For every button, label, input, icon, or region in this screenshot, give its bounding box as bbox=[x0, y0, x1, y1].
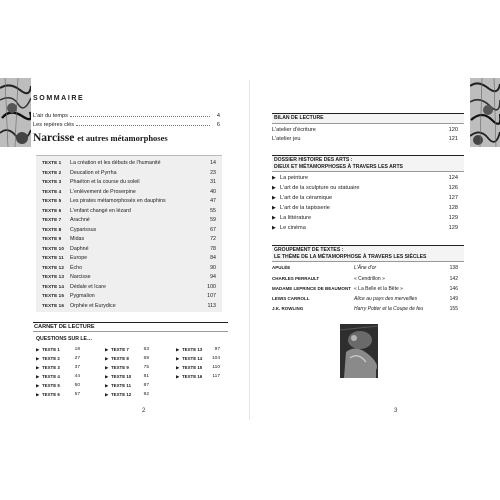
section-subtitle: et autres métamorphoses bbox=[77, 133, 168, 143]
text-row-10[interactable] bbox=[42, 245, 216, 253]
triangle-right-icon: ▶ bbox=[176, 347, 180, 352]
summary-title: SOMMAIRE bbox=[33, 95, 85, 102]
entry-page: 146 bbox=[449, 286, 458, 292]
triangle-right-icon: ▶ bbox=[105, 392, 109, 397]
section-title-main: Narcisse bbox=[33, 132, 75, 144]
question-text-number: TEXTE 10 bbox=[111, 374, 132, 379]
text-page: 23 bbox=[210, 169, 216, 176]
entry-title: L'atelier jeu bbox=[272, 136, 301, 142]
question-page: 104 bbox=[211, 356, 220, 361]
dossier-header-line-1: DOSSIER HISTOIRE DES ARTS : bbox=[274, 157, 353, 163]
text-title: Narcisse bbox=[70, 274, 91, 280]
groupement-entry-rowling[interactable] bbox=[272, 305, 458, 313]
text-title: L'enlèvement de Proserpine bbox=[70, 188, 136, 195]
text-row-14[interactable] bbox=[42, 283, 216, 291]
entry-work: Harry Potter et la Coupe de feu bbox=[354, 306, 424, 312]
triangle-right-icon: ▶ bbox=[272, 185, 276, 191]
groupement-header-line-1: GROUPEMENT DE TEXTES : bbox=[274, 247, 344, 253]
engraving-illustration-left bbox=[0, 78, 31, 147]
text-number: TEXTE 6 bbox=[42, 207, 62, 213]
triangle-right-icon: ▶ bbox=[272, 215, 276, 221]
question-link-texte-11[interactable] bbox=[105, 382, 149, 390]
entry-page: 126 bbox=[448, 185, 458, 191]
entry-title: La littérature bbox=[280, 215, 312, 221]
triangle-right-icon: ▶ bbox=[272, 195, 276, 201]
question-link-texte-5[interactable] bbox=[36, 382, 80, 390]
page-number: 2 bbox=[142, 408, 146, 414]
entry-title: L'art de la céramique bbox=[280, 195, 333, 201]
text-row-8[interactable] bbox=[42, 226, 216, 234]
text-page: 14 bbox=[210, 160, 216, 166]
text-page: 84 bbox=[210, 255, 216, 261]
triangle-right-icon: ▶ bbox=[176, 356, 180, 361]
question-link-texte-12[interactable] bbox=[105, 391, 149, 399]
dossier-entry-litterature[interactable] bbox=[272, 214, 458, 222]
text-number: TEXTE 9 bbox=[42, 236, 62, 241]
entry-page: 129 bbox=[448, 225, 458, 231]
text-title: Phaéton et la course du soleil bbox=[70, 179, 140, 185]
text-title: Orphée et Eurydice bbox=[70, 302, 116, 309]
text-number: TEXTE 2 bbox=[42, 169, 62, 175]
text-row-12[interactable] bbox=[42, 264, 216, 272]
triangle-right-icon: ▶ bbox=[272, 205, 276, 211]
entry-page: 127 bbox=[448, 195, 458, 201]
question-text-number: TEXTE 11 bbox=[111, 383, 132, 388]
toc-entry-page: 6 bbox=[216, 122, 220, 128]
groupement-entry-carroll[interactable] bbox=[272, 295, 458, 303]
text-number: TEXTE 16 bbox=[42, 302, 64, 308]
question-text-number: TEXTE 6 bbox=[42, 392, 60, 397]
text-row-11[interactable] bbox=[42, 254, 216, 262]
question-text-number: TEXTE 2 bbox=[42, 356, 60, 361]
dossier-histoire-des-arts-header bbox=[272, 155, 464, 172]
text-page: 107 bbox=[207, 293, 216, 299]
question-text-number: TEXTE 15 bbox=[182, 365, 203, 370]
toc-entry-page: 4 bbox=[216, 113, 220, 119]
question-text-number: TEXTE 4 bbox=[42, 374, 60, 379]
question-link-texte-13[interactable] bbox=[176, 346, 220, 354]
entry-title: La peinture bbox=[280, 175, 308, 181]
question-text-number: TEXTE 1 bbox=[42, 347, 60, 352]
entry-title: L'art de la sculpture ou statuaire bbox=[280, 185, 360, 191]
dossier-entry-tapisserie[interactable] bbox=[272, 204, 458, 212]
groupement-entry-perrault[interactable] bbox=[272, 275, 458, 283]
text-page: 47 bbox=[210, 198, 216, 204]
text-page: 40 bbox=[210, 188, 216, 195]
text-title: Pygmalion bbox=[70, 293, 95, 299]
toc-entry-label: Les repères clés bbox=[33, 122, 75, 128]
question-page: 57 bbox=[74, 392, 80, 397]
text-number: TEXTE 15 bbox=[42, 293, 64, 298]
right-page bbox=[250, 0, 500, 500]
page-number: 3 bbox=[394, 408, 398, 414]
section-title bbox=[33, 132, 168, 144]
text-number: TEXTE 4 bbox=[42, 188, 62, 194]
entry-work: Alice au pays des merveilles bbox=[354, 296, 418, 302]
text-title: L'enfant changé en lézard bbox=[70, 207, 131, 214]
text-page: 100 bbox=[207, 283, 216, 290]
text-page: 31 bbox=[210, 179, 216, 185]
question-text-number: TEXTE 13 bbox=[182, 347, 203, 352]
text-number: TEXTE 3 bbox=[42, 179, 62, 184]
entry-page: 129 bbox=[448, 215, 458, 221]
question-link-texte-3[interactable] bbox=[36, 364, 80, 372]
question-page: 50 bbox=[74, 383, 80, 388]
groupement-header-line-2: LE THÈME DE LA MÉTAMORPHOSE À TRAVERS LES SIÈCLES bbox=[274, 253, 427, 260]
text-number: TEXTE 8 bbox=[42, 226, 62, 232]
entry-page: 149 bbox=[449, 296, 458, 302]
question-link-texte-4[interactable] bbox=[36, 373, 80, 381]
entry-work: L'Âne d'or bbox=[354, 265, 377, 271]
text-title: Midas bbox=[70, 236, 85, 242]
question-link-texte-15[interactable] bbox=[176, 364, 220, 372]
bilan-de-lecture-header: BILAN DE LECTURE bbox=[272, 113, 464, 124]
dossier-header-line-2: DIEUX ET MÉTAMORPHOSES À TRAVERS LES ARTS bbox=[274, 163, 403, 170]
triangle-right-icon: ▶ bbox=[105, 374, 109, 379]
question-page: 92 bbox=[143, 392, 149, 397]
question-link-texte-9[interactable] bbox=[105, 364, 149, 372]
text-row-1[interactable] bbox=[42, 159, 216, 167]
question-link-texte-6[interactable] bbox=[36, 391, 80, 399]
triangle-right-icon: ▶ bbox=[36, 365, 40, 370]
triangle-right-icon: ▶ bbox=[105, 356, 109, 361]
triangle-right-icon: ▶ bbox=[36, 383, 40, 388]
triangle-right-icon: ▶ bbox=[176, 374, 180, 379]
entry-author: LEWIS CARROLL bbox=[272, 296, 310, 301]
dossier-entry-peinture[interactable] bbox=[272, 174, 458, 182]
question-link-texte-8[interactable] bbox=[105, 355, 149, 363]
text-row-15[interactable] bbox=[42, 292, 216, 300]
entry-work: « La Belle et la Bête » bbox=[354, 286, 403, 292]
triangle-right-icon: ▶ bbox=[272, 175, 276, 181]
text-page: 90 bbox=[210, 264, 216, 271]
question-text-number: TEXTE 3 bbox=[42, 365, 60, 370]
text-title: La création et les débuts de l'humanité bbox=[70, 160, 161, 166]
text-row-16[interactable] bbox=[42, 302, 216, 310]
triangle-right-icon: ▶ bbox=[105, 347, 109, 352]
text-page: 55 bbox=[210, 207, 216, 214]
question-page: 63 bbox=[143, 347, 149, 352]
question-page: 44 bbox=[74, 374, 80, 379]
entry-title: L'art de la tapisserie bbox=[280, 205, 330, 211]
text-page: 113 bbox=[207, 302, 216, 309]
dossier-entry-ceramique[interactable] bbox=[272, 194, 458, 202]
question-page: 81 bbox=[143, 374, 149, 379]
toc-entry-reperes-cles[interactable] bbox=[33, 122, 220, 128]
bilan-entry-atelier-jeu[interactable] bbox=[272, 135, 458, 143]
text-row-7[interactable] bbox=[42, 216, 216, 224]
triangle-right-icon: ▶ bbox=[36, 347, 40, 352]
question-text-number: TEXTE 16 bbox=[182, 374, 203, 379]
text-title: Écho bbox=[70, 264, 83, 271]
question-text-number: TEXTE 9 bbox=[111, 365, 129, 370]
question-page: 75 bbox=[143, 365, 149, 370]
text-title: Arachné bbox=[70, 217, 90, 223]
text-title: Les pirates métamorphosés en dauphins bbox=[70, 198, 166, 204]
entry-page: 121 bbox=[448, 136, 458, 142]
question-page: 18 bbox=[74, 347, 80, 352]
entry-page: 120 bbox=[448, 127, 458, 133]
text-number: TEXTE 13 bbox=[42, 274, 64, 279]
question-text-number: TEXTE 8 bbox=[111, 356, 129, 361]
text-title: Deucalion et Pyrrha bbox=[70, 169, 117, 176]
triangle-right-icon: ▶ bbox=[105, 383, 109, 388]
question-text-number: TEXTE 5 bbox=[42, 383, 60, 388]
entry-page: 155 bbox=[449, 306, 458, 312]
leader-dots bbox=[76, 122, 210, 126]
groupement-entry-apulee[interactable] bbox=[272, 264, 458, 272]
text-number: TEXTE 10 bbox=[42, 245, 64, 251]
texts-list-box bbox=[36, 155, 222, 312]
question-link-texte-1[interactable] bbox=[36, 346, 80, 354]
text-title: Dédale et Icare bbox=[70, 283, 106, 290]
question-link-texte-10[interactable] bbox=[105, 373, 149, 381]
illustration-painting bbox=[340, 324, 378, 378]
entry-title: Le cinéma bbox=[280, 225, 306, 231]
triangle-right-icon: ▶ bbox=[105, 365, 109, 370]
triangle-right-icon: ▶ bbox=[36, 392, 40, 397]
groupement-entry-leprince-de-beaumont[interactable] bbox=[272, 285, 458, 293]
text-number: TEXTE 7 bbox=[42, 217, 62, 222]
bilan-entry-atelier-ecriture[interactable] bbox=[272, 126, 458, 134]
carnet-de-lecture-header: CARNET DE LECTURE bbox=[33, 322, 228, 332]
triangle-right-icon: ▶ bbox=[36, 374, 40, 379]
question-page: 37 bbox=[74, 365, 80, 370]
text-row-4[interactable] bbox=[42, 188, 216, 196]
text-page: 78 bbox=[210, 245, 216, 252]
question-text-number: TEXTE 14 bbox=[182, 356, 203, 361]
questions-label: QUESTIONS SUR LE… bbox=[36, 336, 93, 342]
groupement-de-textes-header bbox=[272, 245, 464, 262]
entry-page: 142 bbox=[449, 276, 458, 282]
text-title: Cyparissus bbox=[70, 226, 97, 233]
toc-entry-air-du-temps[interactable] bbox=[33, 113, 220, 119]
triangle-right-icon: ▶ bbox=[36, 356, 40, 361]
text-page: 67 bbox=[210, 226, 216, 233]
question-link-texte-14[interactable] bbox=[176, 355, 220, 363]
entry-author: APULÉE bbox=[272, 265, 291, 270]
text-row-3[interactable] bbox=[42, 178, 216, 186]
entry-title: L'atelier d'écriture bbox=[272, 127, 316, 133]
entry-author: MADAME LEPRINCE DE BEAUMONT bbox=[272, 286, 352, 291]
question-text-number: TEXTE 7 bbox=[111, 347, 129, 352]
toc-entry-label: L'air du temps bbox=[33, 113, 68, 119]
question-link-texte-16[interactable] bbox=[176, 373, 220, 381]
question-page: 87 bbox=[143, 383, 149, 388]
text-page: 59 bbox=[210, 217, 216, 223]
question-page: 117 bbox=[212, 374, 220, 379]
question-link-texte-7[interactable] bbox=[105, 346, 149, 354]
question-page: 110 bbox=[212, 365, 220, 370]
text-row-5[interactable] bbox=[42, 197, 216, 205]
text-number: TEXTE 11 bbox=[42, 255, 64, 260]
text-title: Daphné bbox=[70, 245, 89, 252]
entry-author: J.K. ROWLING bbox=[272, 306, 304, 311]
entry-page: 128 bbox=[448, 205, 458, 211]
text-number: TEXTE 5 bbox=[42, 198, 62, 203]
text-row-9[interactable] bbox=[42, 235, 216, 243]
dossier-entry-cinema[interactable] bbox=[272, 224, 458, 232]
engraving-illustration-right bbox=[470, 78, 500, 147]
text-page: 72 bbox=[210, 236, 216, 242]
triangle-right-icon: ▶ bbox=[272, 225, 276, 231]
text-row-13[interactable] bbox=[42, 273, 216, 281]
question-page: 69 bbox=[143, 356, 149, 361]
text-row-2[interactable] bbox=[42, 169, 216, 177]
question-page: 27 bbox=[74, 356, 80, 361]
dossier-entry-sculpture[interactable] bbox=[272, 184, 458, 192]
text-number: TEXTE 14 bbox=[42, 283, 64, 289]
triangle-right-icon: ▶ bbox=[176, 365, 180, 370]
text-number: TEXTE 1 bbox=[42, 160, 62, 165]
question-page: 97 bbox=[214, 347, 220, 352]
question-text-number: TEXTE 12 bbox=[111, 392, 132, 397]
text-page: 94 bbox=[210, 274, 216, 280]
entry-page: 124 bbox=[448, 175, 458, 181]
question-link-texte-2[interactable] bbox=[36, 355, 80, 363]
entry-page: 138 bbox=[449, 265, 458, 271]
text-title: Europe bbox=[70, 255, 88, 261]
text-number: TEXTE 12 bbox=[42, 264, 64, 270]
text-row-6[interactable] bbox=[42, 207, 216, 215]
leader-dots bbox=[70, 113, 210, 117]
entry-work: « Cendrillon » bbox=[354, 276, 385, 282]
entry-author: CHARLES PERRAULT bbox=[272, 276, 320, 281]
